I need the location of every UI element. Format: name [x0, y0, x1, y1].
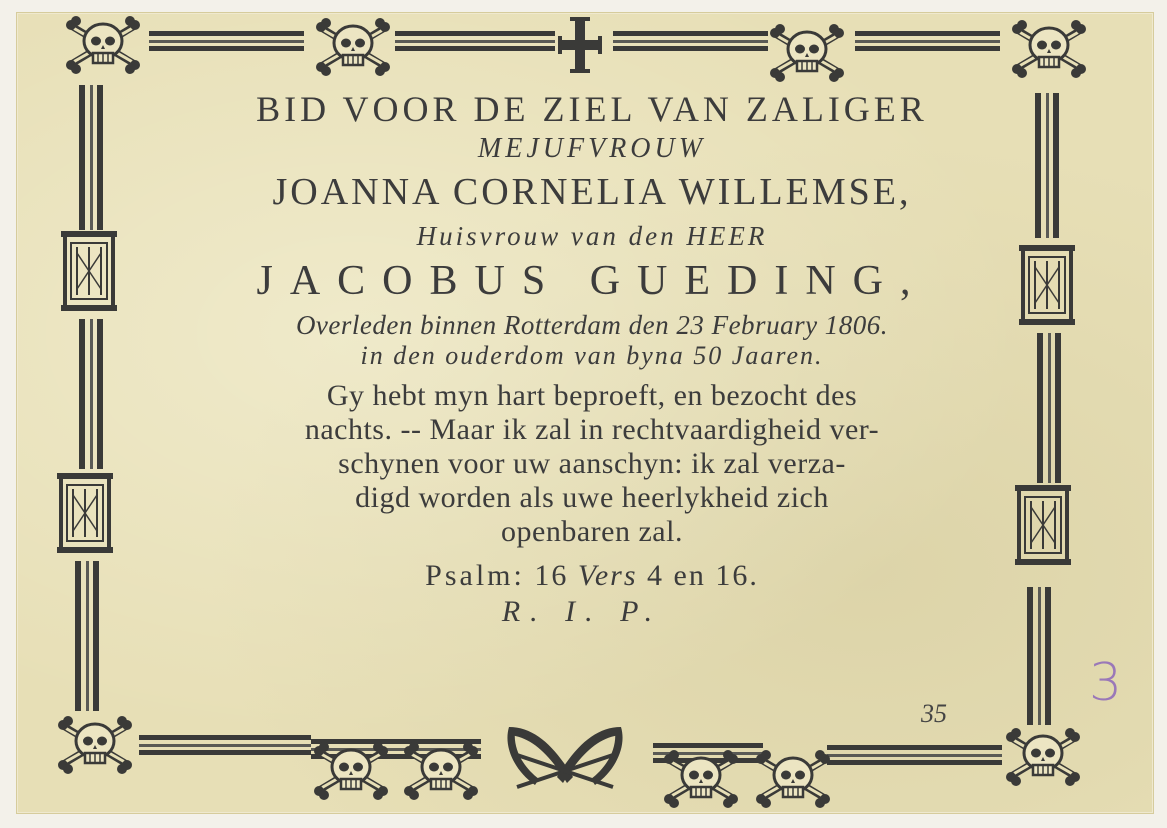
verse-numbers: 4 en 16.: [647, 559, 759, 592]
skull-crossbones-icon: [66, 16, 140, 74]
vers-label: Vers: [577, 559, 638, 592]
skull-crossbones-icon: [756, 750, 830, 808]
skull-crossbones-icon: [770, 24, 844, 82]
bible-verse: [157, 379, 1027, 549]
skull-crossbones-icon: [314, 742, 388, 800]
death-date: Overleden binnen Rotterdam den 23 February 1806.: [295, 310, 889, 340]
title-mejufvrouw: MEJUFVROUW: [477, 133, 707, 164]
verse-line: schynen voor uw aanschyn: ik zal verza-: [338, 447, 846, 480]
psalm-number: 16: [534, 559, 569, 592]
skull-crossbones-icon: [1012, 20, 1086, 78]
spouse-label: Huisvrouw van den HEER: [416, 221, 768, 251]
verse-line: openbaren zal.: [501, 515, 683, 548]
skull-crossbones-icon: [1006, 728, 1080, 786]
ink-annotation: 35: [921, 699, 947, 728]
verse-line: Gy hebt myn hart beproeft, en bezocht des: [326, 379, 858, 412]
verse-line: digd worden als uwe heerlykheid zich: [355, 481, 829, 514]
psalm-reference: [157, 561, 1027, 591]
skull-crossbones-icon: [404, 742, 478, 800]
scythe-icon: [507, 727, 622, 787]
prayer-heading: BID VOOR DE ZIEL VAN ZALIGER: [256, 89, 928, 129]
psalm-label: Psalm:: [425, 559, 525, 592]
skull-crossbones-icon: [664, 750, 738, 808]
pencil-annotation: 3: [1089, 653, 1123, 713]
skull-crossbones-icon: [316, 18, 390, 76]
deceased-name: JOANNA CORNELIA WILLEMSE,: [272, 171, 912, 213]
rip: R. I. P.: [501, 595, 663, 628]
left-border: [57, 85, 117, 711]
card-text: [157, 91, 1027, 627]
age-at-death: in den ouderdom van byna 50 Jaaren.: [360, 341, 824, 370]
memorial-card: [16, 12, 1154, 814]
cross-icon: [558, 17, 602, 73]
skull-crossbones-icon: [58, 716, 132, 774]
verse-line: nachts. -- Maar ik zal in rechtvaardigheid ver-: [304, 413, 880, 446]
spouse-name: JACOBUS GUEDING,: [256, 258, 928, 304]
